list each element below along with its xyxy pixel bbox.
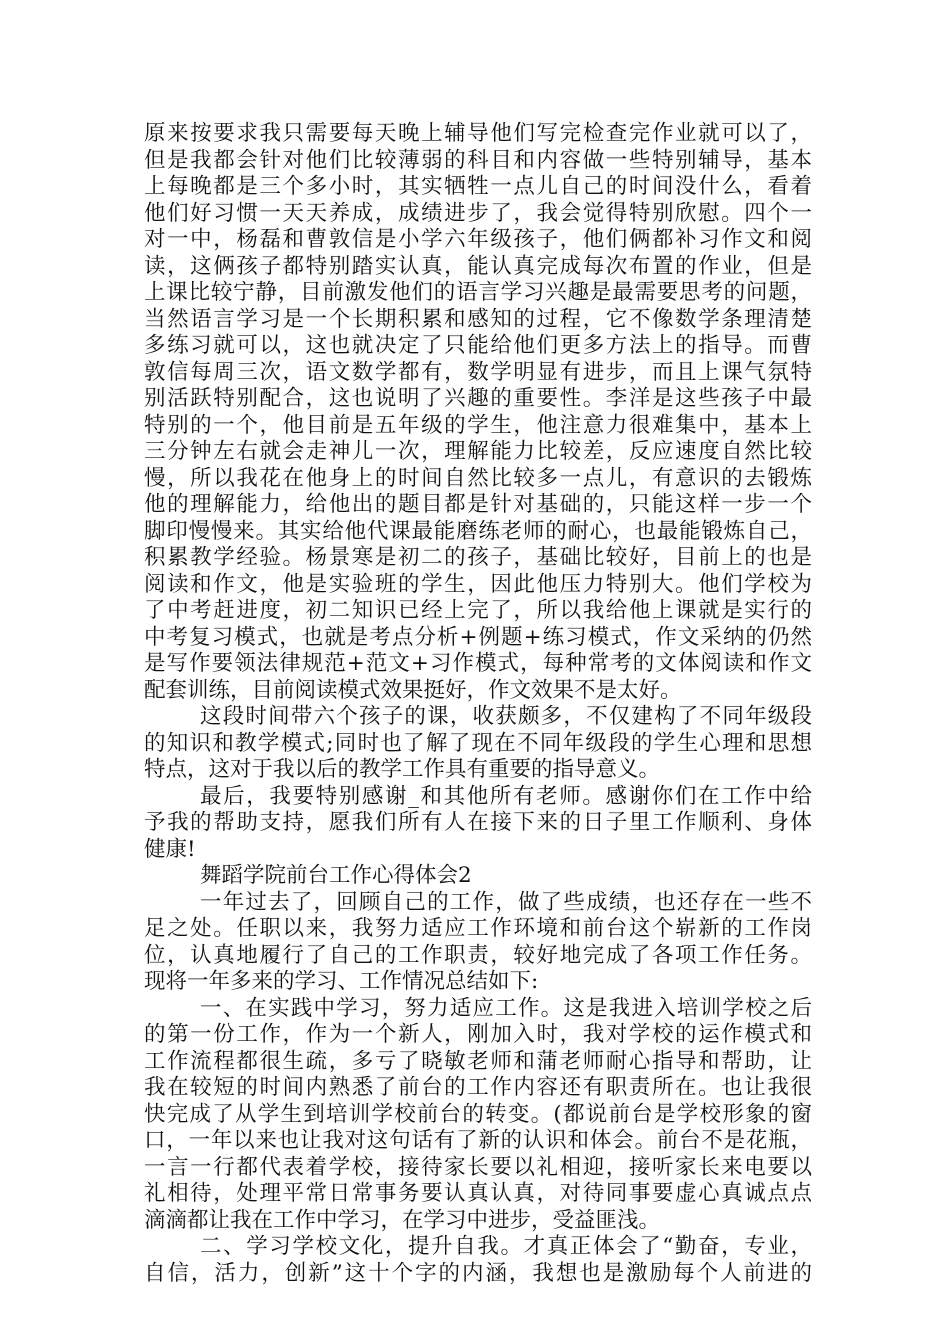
text-line: 的第一份工作，作为一个新人，刚加入时，我对学校的运作模式和 bbox=[144, 1022, 812, 1047]
text-line: 位，认真地履行了自己的工作职责，较好地完成了各项工作任务。 bbox=[144, 942, 812, 968]
text-line: 足之处。任职以来，我努力适应工作环境和前台这个崭新的工作岗 bbox=[144, 916, 812, 941]
text-line: 我在较短的时间内熟悉了前台的工作内容还有职责所在。也让我很 bbox=[144, 1075, 812, 1100]
text-line: 配套训练，目前阅读模式效果挺好，作文效果不是太好。 bbox=[144, 677, 682, 703]
text-line: 二、学习学校文化，提升自我。才真正体会了“勤奋，专业， bbox=[200, 1234, 812, 1259]
text-line: 现将一年多来的学习、工作情况总结如下: bbox=[144, 969, 539, 994]
text-line: 读，这俩孩子都特别踏实认真，能认真完成每次布置的作业，但是 bbox=[144, 253, 812, 279]
text-line: 别活跃特别配合，这也说明了兴趣的重要性。李洋是这些孩子中最 bbox=[144, 386, 812, 411]
text-line: 工作流程都很生疏，多亏了晓敏老师和蒲老师耐心指导和帮助，让 bbox=[144, 1048, 812, 1074]
text-line: 原来按要求我只需要每天晚上辅导他们写完检查完作业就可以了， bbox=[144, 121, 812, 146]
section-title: 舞蹈学院前台工作心得体会2 bbox=[200, 863, 472, 888]
text-line: 一、在实践中学习，努力适应工作。这是我进入培训学校之后 bbox=[200, 995, 812, 1021]
text-line: 三分钟左右就会走神儿一次，理解能力比较差，反应速度自然比较 bbox=[144, 439, 812, 464]
text-line: 特点，这对于我以后的教学工作具有重要的指导意义。 bbox=[144, 757, 661, 782]
text-line: 敦信每周三次，语文数学都有，数学明显有进步，而且上课气氛特 bbox=[144, 359, 812, 385]
text-line: 他们好习惯一天天养成，成绩进步了，我会觉得特别欣慰。四个一 bbox=[144, 200, 812, 226]
text-line: 特别的一个，他目前是五年级的学生，他注意力很难集中，基本上 bbox=[144, 412, 812, 438]
text-line: 积累教学经验。杨景寒是初二的孩子，基础比较好，目前上的也是 bbox=[144, 545, 812, 570]
text-line: 一年过去了，回顾自己的工作，做了些成绩，也还存在一些不 bbox=[200, 889, 812, 915]
text-line: 的知识和教学模式;同时也了解了现在不同年级段的学生心理和思想 bbox=[144, 730, 812, 756]
text-line: 滴滴都让我在工作中学习，在学习中进步，受益匪浅。 bbox=[144, 1207, 661, 1233]
text-line: 这段时间带六个孩子的课，收获颇多，不仅建构了不同年级段 bbox=[200, 704, 812, 729]
text-line: 他的理解能力，给他出的题目都是针对基础的，只能这样一步一个 bbox=[144, 492, 812, 517]
text-line: 多练习就可以，这也就决定了只能给他们更多方法上的指导。而曹 bbox=[144, 333, 812, 358]
text-line: 中考复习模式，也就是考点分析+例题+练习模式，作文采纳的仍然 bbox=[144, 624, 812, 650]
text-line: 上每晚都是三个多小时，其实牺牲一点儿自己的时间没什么，看着 bbox=[144, 174, 812, 199]
text-line: 是写作要领法律规范+范文+习作模式，每种常考的文体阅读和作文 bbox=[144, 651, 812, 676]
text-line: 脚印慢慢来。其实给他代课最能磨练老师的耐心，也最能锻炼自己， bbox=[144, 518, 812, 544]
text-line: 予我的帮助支持，愿我们所有人在接下来的日子里工作顺利、身体 bbox=[144, 810, 812, 835]
document-page bbox=[144, 121, 812, 1287]
text-line: 对一中，杨磊和曹敦信是小学六年级孩子，他们俩都补习作文和阅 bbox=[144, 227, 812, 252]
text-line: 但是我都会针对他们比较薄弱的科目和内容做一些特别辅导，基本 bbox=[144, 147, 812, 173]
text-line: 口，一年以来也让我对这句话有了新的认识和体会。前台不是花瓶， bbox=[144, 1128, 812, 1153]
text-line: 上课比较宁静，目前激发他们的语言学习兴趣是最需要思考的问题， bbox=[144, 280, 812, 305]
text-line: 阅读和作文，他是实验班的学生，因此他压力特别大。他们学校为 bbox=[144, 571, 812, 597]
text-line: 当然语言学习是一个长期积累和感知的过程，它不像数学条理清楚 bbox=[144, 306, 812, 332]
text-line: 最后，我要特别感谢_和其他所有老师。感谢你们在工作中给 bbox=[200, 783, 812, 809]
text-line: 自信，活力，创新”这十个字的内涵，我想也是激励每个人前进的 bbox=[144, 1260, 812, 1286]
text-line: 快完成了从学生到培训学校前台的转变。(都说前台是学校形象的窗 bbox=[144, 1101, 812, 1127]
text-line: 健康! bbox=[144, 836, 196, 862]
text-line: 了中考赶进度，初二知识已经上完了，所以我给他上课就是实行的 bbox=[144, 598, 812, 623]
text-line: 慢，所以我花在他身上的时间自然比较多一点儿，有意识的去锻炼 bbox=[144, 465, 812, 491]
text-line: 一言一行都代表着学校，接待家长要以礼相迎，接听家长来电要以 bbox=[144, 1154, 812, 1180]
text-line: 礼相待，处理平常日常事务要认真认真，对待同事要虚心真诚点点 bbox=[144, 1181, 812, 1206]
